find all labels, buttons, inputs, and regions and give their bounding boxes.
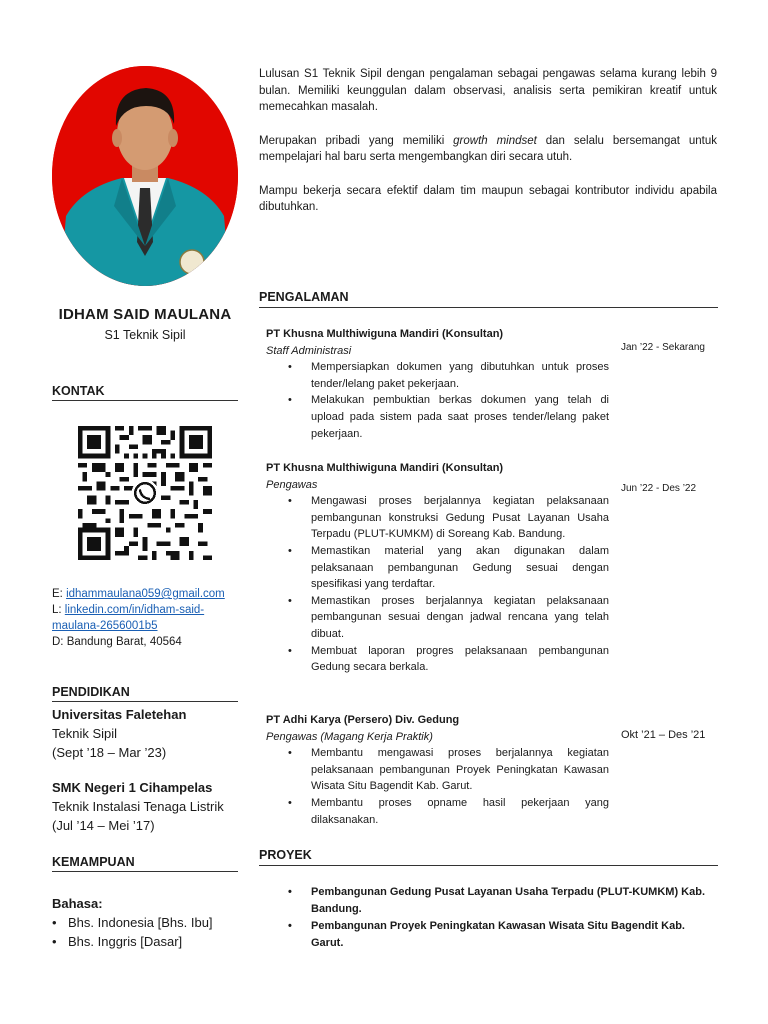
linkedin-link[interactable]: linkedin.com/in/idham-said-maulana-2656001b5 — [52, 604, 205, 632]
linkedin-label: L: — [52, 604, 65, 616]
growth-mindset-term: growth mindset — [453, 134, 537, 147]
email-link[interactable]: idhammaulana059@gmail.com — [66, 588, 225, 600]
job-entry — [266, 712, 609, 828]
language-item: • Bhs. Inggris [Dasar] — [52, 932, 242, 951]
education-heading: PENDIDIKAN — [52, 685, 238, 702]
language-list — [52, 913, 242, 951]
project-list — [288, 884, 708, 952]
education-item — [52, 705, 242, 762]
job-company: PT Adhi Karya (Persero) Div. Gedung — [266, 714, 460, 726]
profile-photo-illustration — [52, 66, 238, 286]
education-major: Teknik Sipil — [52, 726, 118, 741]
job-company: PT Khusna Multhiwiguna Mandiri (Konsultan) — [266, 328, 504, 340]
projects-section — [288, 884, 708, 952]
job-role: Staff Administrasi — [266, 344, 352, 357]
education-period: (Sept ’18 – Mar ’23) — [52, 745, 167, 760]
education-major: Teknik Instalasi Tenaga Listrik — [52, 799, 224, 814]
projects-heading: PROYEK — [259, 848, 718, 866]
profile-summary — [259, 66, 717, 233]
job-entry — [266, 460, 609, 676]
domicile-value: Bandung Barat, 40564 — [66, 636, 182, 648]
candidate-name: IDHAM SAID MAULANA — [58, 306, 232, 323]
job-date: Okt ’21 – Des ’21 — [621, 729, 706, 741]
candidate-degree: S1 Teknik Sipil — [104, 328, 186, 342]
job-task-list — [288, 493, 609, 676]
education-school: Universitas Faletehan — [52, 707, 187, 722]
job-task: • Melakukan pembuktian berkas dokumen yang telah di upload pada sistem pada saat proses tender/lelang paket pekerjaan. — [288, 392, 609, 442]
project-item: • Pembangunan Proyek Peningkatan Kawasan Wisata Situ Bagendit Kab. Garut. — [288, 918, 708, 952]
job-role: Pengawas — [266, 478, 318, 491]
language-label: Bahasa: — [52, 896, 103, 911]
education-item — [52, 778, 242, 835]
job-task-list — [288, 745, 609, 828]
job-task: • Memastikan material yang akan digunakan dalam pelaksanaan pembangunan Gedung sesuai dengan spesifikasi yang terdaftar. — [288, 543, 609, 593]
education-period: (Jul ’14 – Mei ’17) — [52, 818, 155, 833]
summary-paragraph: Mampu bekerja secara efektif dalam tim maupun sebagai kontributor individu apabila dibutuhkan. — [259, 184, 717, 213]
job-task-list — [288, 359, 609, 442]
summary-paragraph: Lulusan S1 Teknik Sipil dengan pengalaman sebagai pengawas selama kurang lebih 9 bulan. Memiliki keunggulan dalam observasi, analisis serta pemikiran kreatif untuk memecahkan masalah. — [259, 68, 717, 113]
summary-paragraph: Merupakan pribadi yang memiliki growth mindset dan selalu bersemangat untuk mempelajari hal baru serta mengembangkan diri secara utuh. — [259, 134, 717, 163]
language-item: • Bhs. Indonesia [Bhs. Ibu] — [52, 913, 242, 932]
project-item: • Pembangunan Gedung Pusat Layanan Usaha Terpadu (PLUT-KUMKM) Kab. Bandung. — [288, 884, 708, 918]
contact-details — [52, 586, 242, 650]
contact-heading: KONTAK — [52, 384, 238, 401]
job-role: Pengawas (Magang Kerja Praktik) — [266, 730, 433, 743]
job-task: • Membantu mengawasi proses berjalannya kegiatan pelaksanaan pembangunan Proyek Peningkatan Kawasan Wisata Situ Bagendit Kab. Garut. — [288, 745, 609, 795]
qr-code[interactable] — [78, 424, 212, 562]
email-label: E: — [52, 588, 67, 600]
job-date: Jun ’22 - Des ’22 — [621, 483, 697, 494]
contact-linkedin-row — [52, 602, 242, 634]
job-task: • Memastikan proses berjalannya kegiatan pelaksanaan pembangunan sesuai dengan jadwal rencana yang telah dibuat. — [288, 593, 609, 643]
job-date: Jan ’22 - Sekarang — [621, 342, 705, 353]
job-task: • Mengawasi proses berjalannya kegiatan pelaksanaan pembangunan konstruksi Gedung Pusat Layanan Usaha Terpadu (PLUT-KUMKM) di Soreang Kab. Bandung. — [288, 493, 609, 543]
job-task: • Mempersiapkan dokumen yang dibutuhkan untuk proses tender/lelang paket pekerjaan. — [288, 359, 609, 392]
skills-section — [52, 894, 242, 951]
education-school: SMK Negeri 1 Cihampelas — [52, 780, 213, 795]
skills-heading: KEMAMPUAN — [52, 855, 238, 872]
contact-email-row — [52, 586, 242, 602]
contact-domicile-row — [52, 634, 242, 650]
job-entry — [266, 326, 609, 442]
profile-photo — [52, 66, 238, 286]
domicile-label: D: — [52, 636, 67, 648]
experience-heading: PENGALAMAN — [259, 290, 718, 308]
job-company: PT Khusna Multhiwiguna Mandiri (Konsultan) — [266, 462, 504, 474]
job-task: • Membuat laporan progres pelaksanaan pembangunan Gedung secara berkala. — [288, 643, 609, 676]
job-task: • Membantu proses opname hasil pekerjaan yang dilaksanakan. — [288, 795, 609, 828]
